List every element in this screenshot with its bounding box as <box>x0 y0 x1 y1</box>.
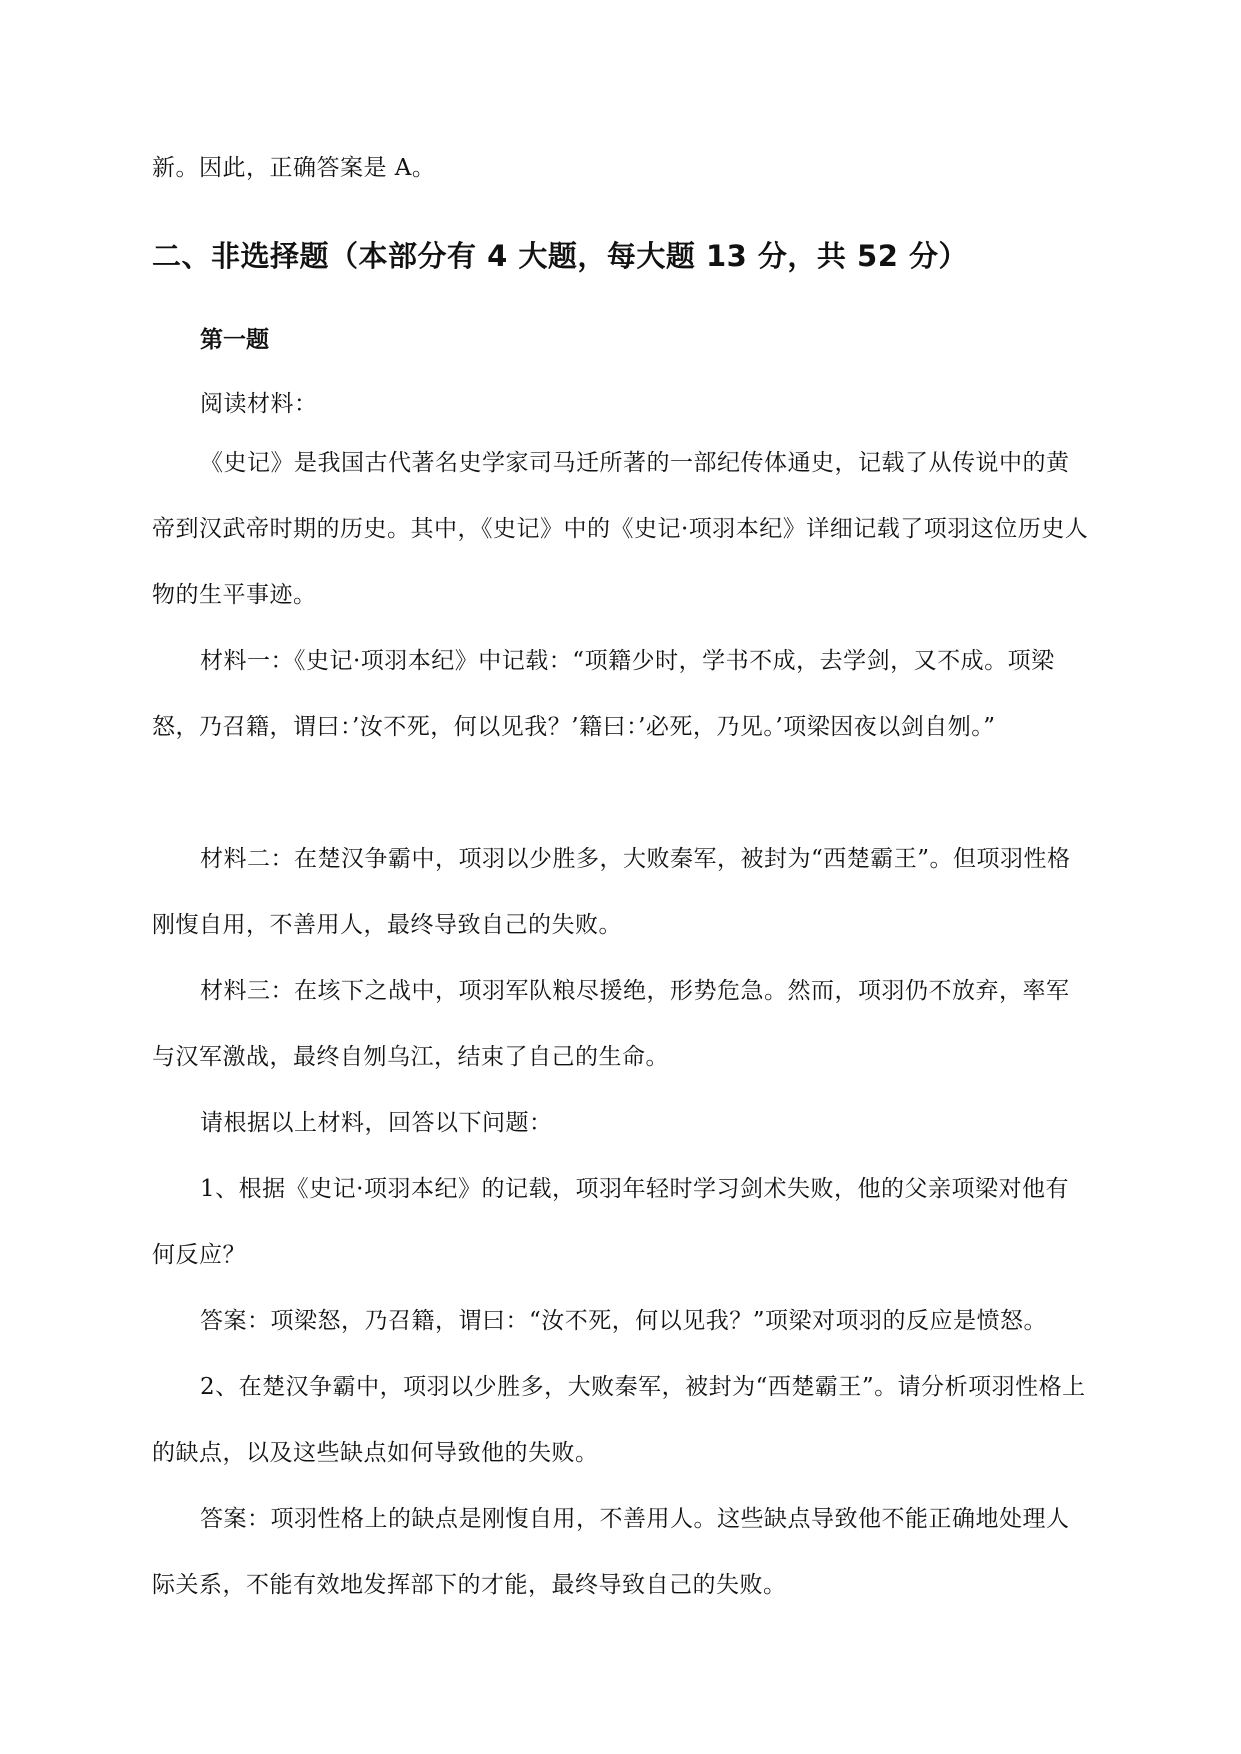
section-heading: 二、非选择题（本部分有 4 大题，每大题 13 分，共 52 分） <box>152 239 968 273</box>
material-two: 材料二：在楚汉争霸中，项羽以少胜多，大败秦军，被封为“西楚霸王”。但项羽性格刚愎自用，不善用人，最终导致自己的失败。 <box>152 846 1071 938</box>
question-one: 1、根据《史记·项羽本纪》的记载，项羽年轻时学习剑术失败，他的父亲项梁对他有何反应？ <box>152 1176 1069 1268</box>
material-one: 材料一：《史记·项羽本纪》中记载：“项籍少时，学书不成，去学剑，又不成。项梁怒，乃召籍，谓曰：’汝不死，何以见我？’籍曰：’必死，乃见。’项梁因夜以剑自刎。” <box>152 648 1055 740</box>
continuation-line: 新。因此，正确答案是 A。 <box>152 155 436 181</box>
answer-one: 答案：项梁怒，乃召籍，谓曰：“汝不死，何以见我？”项梁对项羽的反应是愤怒。 <box>200 1308 1048 1334</box>
read-prompt: 阅读材料： <box>200 391 318 417</box>
intro-paragraph: 《史记》是我国古代著名史学家司马迁所著的一部纪传体通史，记载了从传说中的黄帝到汉武帝时期的历史。其中，《史记》中的《史记·项羽本纪》详细记载了项羽这位历史人物的生平事迹。 <box>152 450 1089 608</box>
answer-two: 答案：项羽性格上的缺点是刚愎自用，不善用人。这些缺点导致他不能正确地处理人际关系，不能有效地发挥部下的才能，最终导致自己的失败。 <box>152 1506 1070 1598</box>
question-two: 2、在楚汉争霸中，项羽以少胜多，大败秦军，被封为“西楚霸王”。请分析项羽性格上的缺点，以及这些缺点如何导致他的失败。 <box>152 1374 1086 1466</box>
instruction: 请根据以上材料，回答以下问题： <box>200 1110 553 1136</box>
question-title: 第一题 <box>200 327 269 353</box>
material-three: 材料三：在垓下之战中，项羽军队粮尽援绝，形势危急。然而，项羽仍不放弃，率军与汉军激战，最终自刎乌江，结束了自己的生命。 <box>152 978 1070 1070</box>
